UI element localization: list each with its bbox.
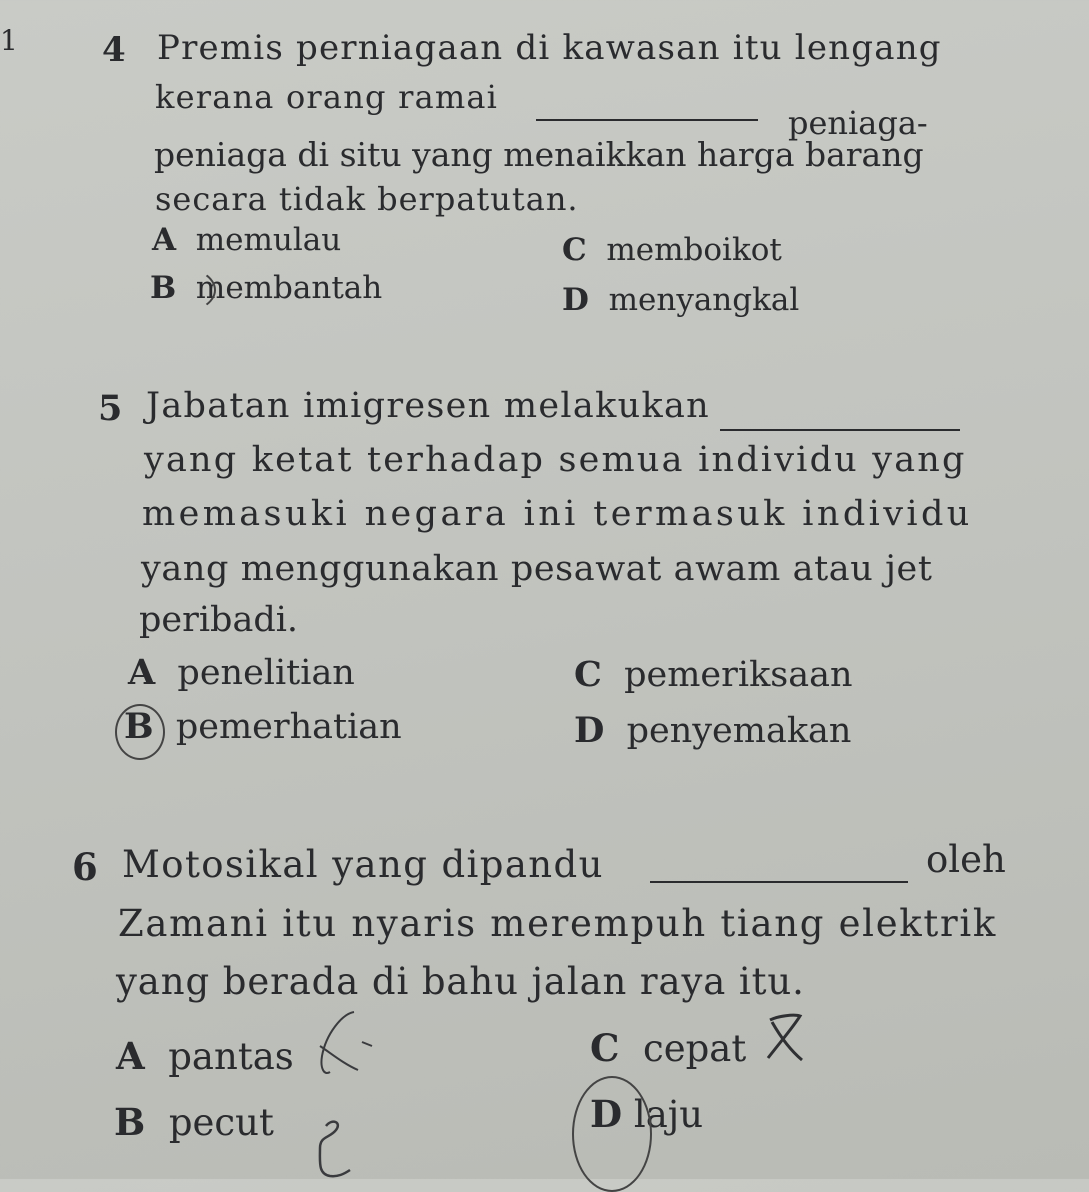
question-text-line: yang berada di bahu jalan raya itu. xyxy=(116,960,805,1003)
option-letter: D xyxy=(562,282,589,318)
option-letter: C xyxy=(590,1026,620,1070)
option-text: memulau xyxy=(195,222,342,258)
option-c[interactable] xyxy=(590,1026,746,1070)
option-text: cepat xyxy=(642,1027,747,1070)
handwritten-mark-icon xyxy=(312,1006,382,1086)
question-text-line: yang menggunakan pesawat awam atau jet xyxy=(141,549,933,589)
question-text-line: peniaga- xyxy=(788,104,928,142)
option-letter: B xyxy=(114,1100,146,1144)
option-text: menyangkal xyxy=(608,282,800,318)
option-letter: C xyxy=(574,654,602,695)
option-letter: A xyxy=(128,652,156,693)
question-text-line: Premis perniagaan di kawasan itu lengang xyxy=(157,28,942,68)
question-text-line: Zamani itu nyaris merempuh tiang elektrik xyxy=(118,902,998,945)
question-text-line: kerana orang ramai xyxy=(155,78,499,116)
question-number: 4 xyxy=(102,30,126,70)
question-text-line: yang ketat terhadap semua individu yang xyxy=(144,440,967,480)
question-number: 5 xyxy=(98,388,123,429)
option-letter: B xyxy=(124,706,154,747)
option-text: laju xyxy=(633,1093,704,1136)
question-text-line: memasuki negara ini termasuk individu xyxy=(142,494,973,534)
option-a[interactable] xyxy=(152,222,341,258)
option-a[interactable] xyxy=(128,652,355,693)
option-letter: A xyxy=(116,1034,145,1078)
answer-circle xyxy=(572,1076,652,1192)
option-c[interactable] xyxy=(574,654,853,695)
option-text: pemeriksaan xyxy=(624,655,853,695)
question-text-line: oleh xyxy=(926,838,1006,881)
answer-blank[interactable] xyxy=(720,428,960,431)
option-d[interactable] xyxy=(574,710,851,751)
question-text-line: peribadi. xyxy=(139,600,299,640)
answer-circle xyxy=(140,266,216,314)
option-text: memboikot xyxy=(606,232,782,268)
option-letter: B xyxy=(150,270,177,306)
option-letter: D xyxy=(574,710,605,751)
question-text-line: secara tidak berpatutan. xyxy=(155,180,579,218)
question-number: 6 xyxy=(72,845,98,889)
option-b[interactable] xyxy=(114,1100,274,1144)
option-c[interactable] xyxy=(562,232,782,268)
option-d[interactable] xyxy=(562,282,799,318)
question-text-line: Motosikal yang dipandu xyxy=(122,843,604,886)
option-text: pantas xyxy=(168,1035,294,1078)
option-letter: C xyxy=(562,232,587,268)
option-text: penelitian xyxy=(177,653,355,693)
margin-mark: 1 xyxy=(0,24,18,57)
option-text: pecut xyxy=(168,1101,274,1144)
answer-blank[interactable] xyxy=(650,880,908,883)
option-text: pemerhatian xyxy=(175,707,402,747)
handwritten-mark-icon xyxy=(760,1010,810,1070)
option-letter: A xyxy=(152,222,177,258)
option-b[interactable] xyxy=(124,706,402,747)
handwritten-mark-icon xyxy=(296,1114,366,1184)
question-text-line: Jabatan imigresen melakukan xyxy=(146,386,710,426)
option-text: penyemakan xyxy=(626,711,852,751)
question-text-line: peniaga di situ yang menaikkan harga barang xyxy=(154,135,924,174)
answer-blank[interactable] xyxy=(536,118,758,121)
option-text: membantah xyxy=(195,270,383,306)
answer-circle xyxy=(115,704,165,760)
option-a[interactable] xyxy=(116,1034,294,1078)
option-letter: D xyxy=(590,1092,623,1136)
